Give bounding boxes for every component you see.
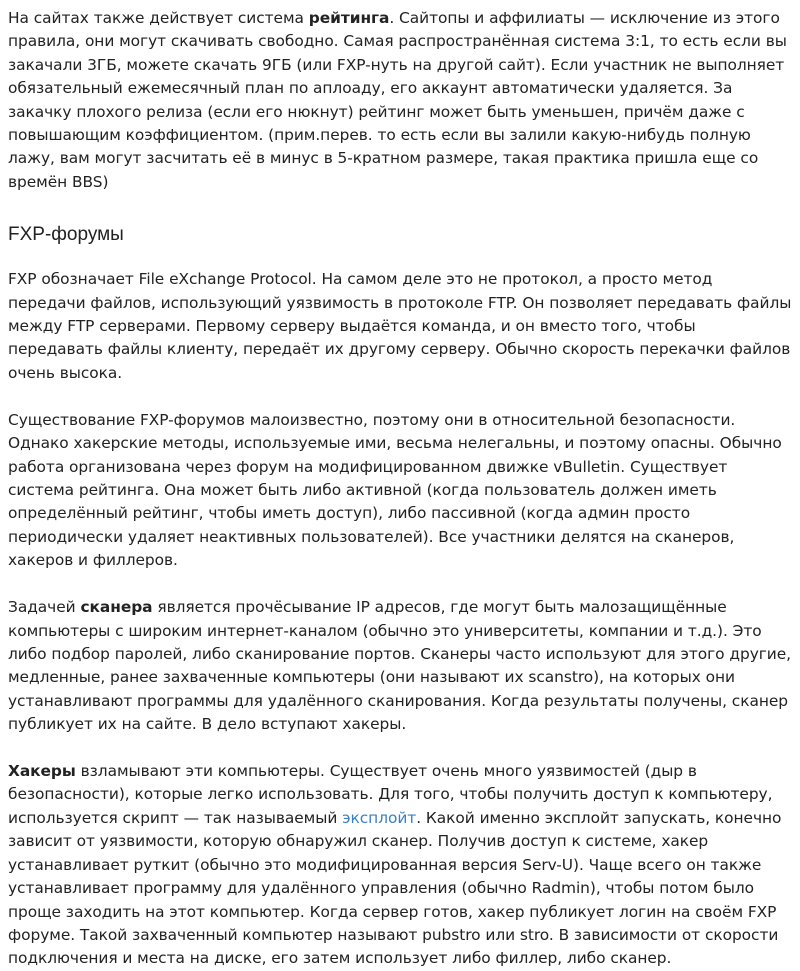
paragraph-rating — [8, 7, 794, 194]
paragraph-text: На сайтах также действует система — [8, 9, 309, 27]
paragraph-text: является прочёсывание IP адресов, где могут быть малозащищённые компьютеры с широким интернет-каналом (обычно это университеты, компании и т.д.). Это либо подбор паролей, либо сканирование портов. Сканеры часто используют для этого другие, медленные, ранее захваченные компьютеры (они называют их scanstro), на которых они устанавливают программы для удалённого сканирования. Когда результаты получены, сканер публикует их на сайте. В дело вступают хакеры. — [8, 598, 791, 734]
paragraph-text: . Какой именно эксплойт запускать, конечно зависит от уязвимости, которую обнаружил сканер. Получив доступ к системе, хакер устанавливает руткит (обычно это модифицированная версия Serv-U). Чаще всего он также устанавливает программу для удалённого управления (обычно Radmin), чтобы потом было проще заходить на этот компьютер. Когда сервер готов, хакер публикует логин на своём FXP форуме. Такой захваченный компьютер называют pubstro или stro. В зависимости от скорости подключения и места на диске, его затем использует либо филлер, либо сканер. — [8, 808, 782, 968]
paragraph-text: взламывают эти компьютеры. Существует очень много уязвимостей (дыр в безопасности), которые легко использовать. Для того, чтобы получить доступ к компьютеру, используется скрипт — так называемый — [8, 762, 773, 827]
paragraph-scanner — [8, 596, 794, 736]
bold-term-rating: рейтинга — [308, 9, 390, 27]
bold-term-scanner: сканера — [80, 598, 153, 617]
paragraph-text: Задачей — [8, 598, 81, 617]
section-heading: FXP-форумы — [8, 224, 124, 246]
paragraph-hackers — [8, 760, 794, 971]
article-body — [8, 0, 794, 971]
paragraph-fxp-forums: Существование FXP-форумов малоизвестно, поэтому они в относительной безопасности. Однако хакерские методы, используемые ими, весьма нелегальны, и поэтому опасны. Обычно работа организована через форум на модифицированном движке vBulletin. Существует система рейтинга. Она может быть либо активной (когда пользователь должен иметь определённый рейтинг, чтобы иметь доступ), либо пассивной (когда админ просто периодически удаляет неактивных пользователей). Все участники делятся на сканеров, хакеров и филлеров. — [8, 410, 782, 570]
exploit-link[interactable]: эксплойт — [342, 808, 417, 827]
bold-term-hackers: Хакеры — [8, 762, 76, 781]
paragraph-text: . Сайтопы и аффилиаты — исключение из этого правила, они могут скачивать свободно. Самая распространённая система 3:1, то есть если вы закачали 3ГБ, можете скачать 9ГБ (или FXP-нуть на другой сайт). Если участник не выполняет обязательный ежемесячный план по аплоаду, его аккаунт автоматически удаляется. За закачку плохого релиза (если его нюкнут) рейтинг может быть уменьшен, причём даже с повышающим коэффициентом. (прим.перев. то есть если вы залили какую-нибудь полную лажу, вам могут засчитать её в минус в 5-кратном размере, такая практика пришла еще со времён BBS) — [8, 9, 787, 191]
paragraph-fxp-definition: FXP обозначает File eXchange Protocol. На самом деле это не протокол, а просто метод передачи файлов, использующий уязвимость в протоколе FTP. Он позволяет передавать файлы между FTP серверами. Первому серверу выдаётся команда, и он вместо того, чтобы передавать файлы клиенту, передаёт их другому серверу. Обычно скорость перекачки файлов очень высока. — [8, 270, 792, 382]
